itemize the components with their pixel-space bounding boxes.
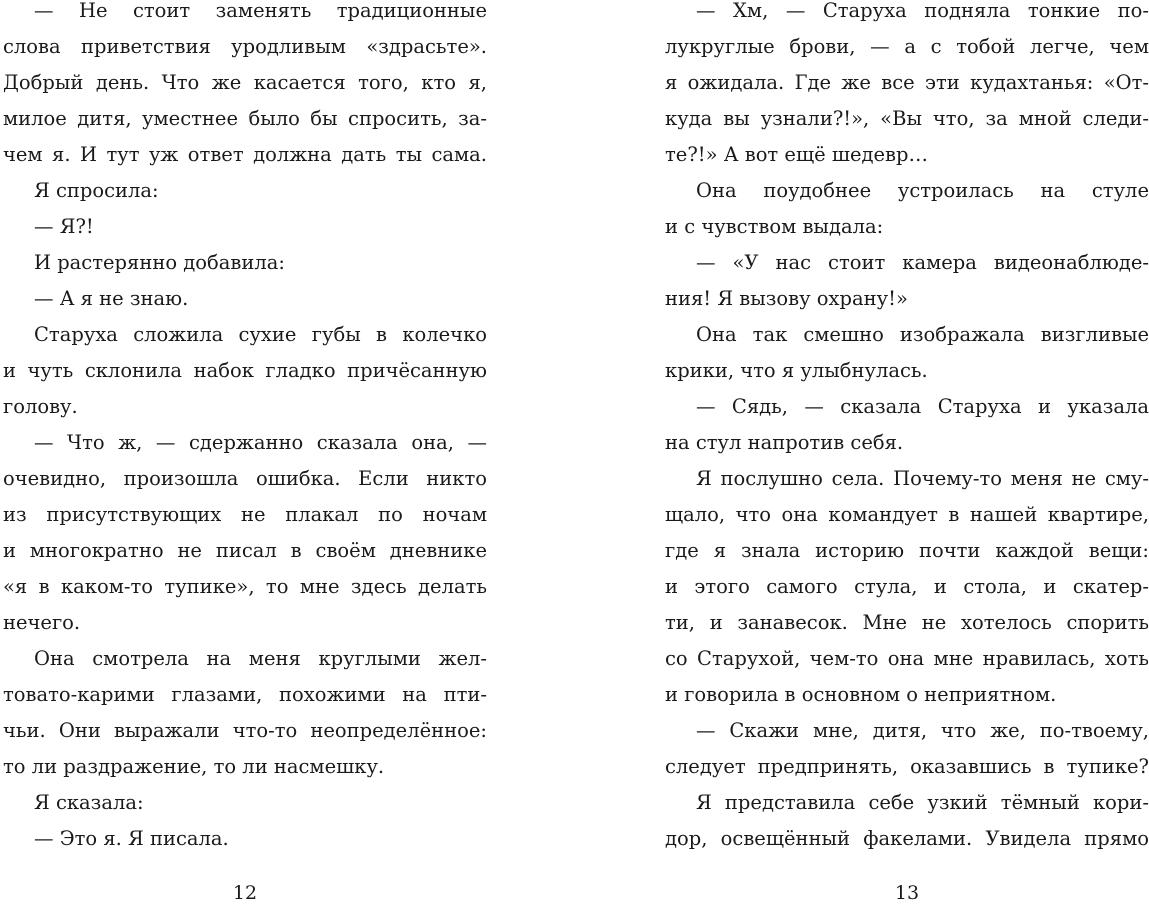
text-line: очевидно, произошла ошибка. Если никто <box>3 467 487 490</box>
text-line: и с чувством выдала: <box>665 215 884 238</box>
text-line: милое дитя, уместнее было бы спросить, за- <box>3 107 487 130</box>
text-line: те?!» А вот ещё шедевр… <box>665 143 929 166</box>
text-line: И растерянно добавила: <box>34 251 285 274</box>
text-line: ния! Я вызову охрану!» <box>665 287 908 310</box>
text-line: щало, что она командует в нашей квартире, <box>665 503 1149 526</box>
text-line: следует предпринять, оказавшись в тупике? <box>665 755 1149 778</box>
text-line: и многократно не писал в своём дневнике <box>3 539 487 562</box>
right-page <box>665 0 1149 902</box>
text-line: — Не стоит заменять традиционные <box>34 0 487 22</box>
text-line: Добрый день. Что же касается того, кто я, <box>3 71 487 94</box>
text-line: я ожидала. Где же все эти кудахтанья: «От- <box>665 71 1149 94</box>
text-line: куда вы узнали?!», «Вы что, за мной следи- <box>665 107 1149 130</box>
text-line: и говорила в основном о неприятном. <box>665 683 1057 706</box>
text-line: где я знала историю почти каждой вещи: <box>665 539 1149 562</box>
text-line: товато-карими глазами, похожими на пти- <box>3 683 487 706</box>
text-line: со Старухой, чем-то она мне нравилась, хоть <box>665 647 1149 670</box>
text-line: — Хм, — Старуха подняла тонкие по- <box>696 0 1149 22</box>
text-line: из присутствующих не плакал по ночам <box>3 503 487 526</box>
text-line: и этого самого стула, и стола, и скатер- <box>665 575 1149 598</box>
text-line: голову. <box>3 395 78 418</box>
left-page-text <box>3 0 487 863</box>
text-line: — Скажи мне, дитя, что же, по-твоему, <box>696 719 1149 742</box>
text-line: Она так смешно изображала визгливые <box>696 323 1149 346</box>
text-line: Я представила себе узкий тёмный кори- <box>696 791 1149 814</box>
text-line: Старуха сложила сухие губы в колечко <box>34 323 487 346</box>
text-line: Я спросила: <box>34 179 159 202</box>
text-line: Я послушно села. Почему-то меня не сму- <box>696 467 1149 490</box>
text-line: чьи. Они выражали что-то неопределённое: <box>3 719 487 742</box>
left-page-number: 12 <box>232 882 258 904</box>
text-line: Я сказала: <box>34 791 144 814</box>
text-line: — «У нас стоит камера видеонаблюде- <box>696 251 1149 274</box>
text-line: чем я. И тут уж ответ должна дать ты сама. <box>3 143 487 166</box>
text-line: на стул напротив себя. <box>665 431 904 454</box>
text-line: Она поудобнее устроилась на стуле <box>696 179 1149 202</box>
right-page-text <box>665 0 1149 863</box>
left-page <box>3 0 487 902</box>
text-line: то ли раздражение, то ли насмешку. <box>3 755 385 778</box>
text-line: — Это я. Я писала. <box>34 827 229 850</box>
text-line: крики, что я улыбнулась. <box>665 359 928 382</box>
text-line: слова приветствия уродливым «здрасьте». <box>3 35 487 58</box>
text-line: — А я не знаю. <box>34 287 189 310</box>
text-line: — Я?! <box>34 215 94 238</box>
text-line: нечего. <box>3 611 81 634</box>
text-line: — Сядь, — сказала Старуха и указала <box>696 395 1149 418</box>
text-line: дор, освещённый факелами. Увидела прямо <box>665 827 1149 850</box>
text-line: лукруглые брови, — а с тобой легче, чем <box>665 35 1149 58</box>
right-page-number: 13 <box>894 882 920 904</box>
text-line: — Что ж, — сдержанно сказала она, — <box>34 431 487 454</box>
text-line: Она смотрела на меня круглыми жел- <box>34 647 487 670</box>
text-line: и чуть склонила набок гладко причёсанную <box>3 359 487 382</box>
text-line: «я в каком-то тупике», то мне здесь делать <box>3 575 487 598</box>
text-line: ти, и занавесок. Мне не хотелось спорить <box>665 611 1149 634</box>
